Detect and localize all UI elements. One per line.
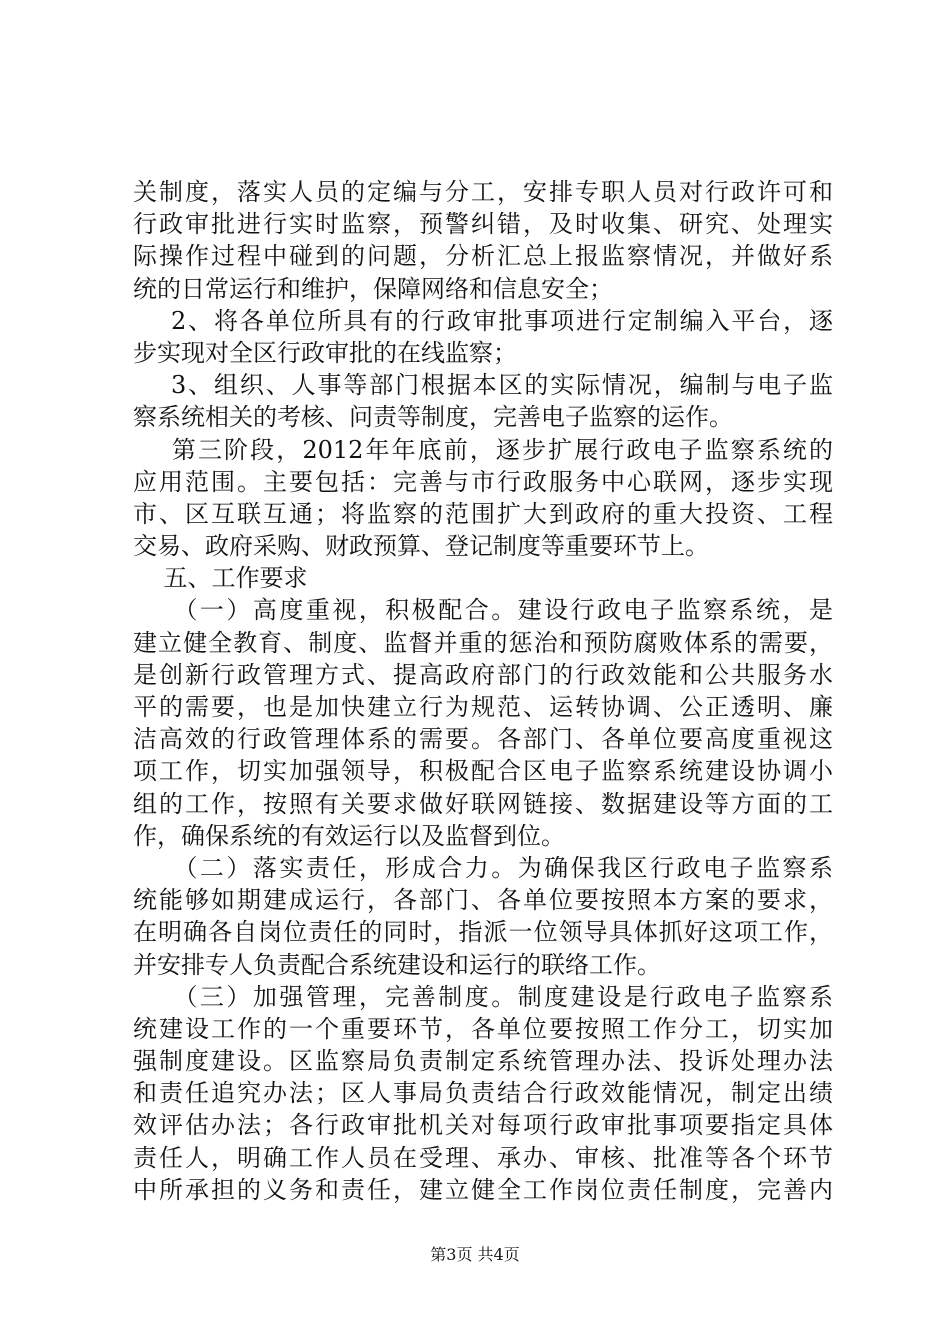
text-line: 关制度，落实人员的定编与分工，安排专职人员对行政许可和 [133,178,833,206]
text-line: 五、工作要求 [133,564,308,593]
text-line: 中所承担的义务和责任，建立健全工作岗位责任制度，完善内 [133,1175,833,1204]
text-line: 统建设工作的一个重要环节，各单位要按照工作分工，切实加 [133,1014,833,1043]
text-line: 效评估办法；各行政审批机关对每项行政审批事项要指定具体 [133,1111,833,1140]
text-line: 并安排专人负责配合系统建设和运行的联络工作。 [133,950,661,979]
text-line: 2、将各单位所具有的行政审批事项进行定制编入平台，逐 [133,306,833,335]
text-line: 洁高效的行政管理体系的需要。各部门、各单位要高度重视这 [133,725,833,754]
text-line: 平的需要，也是加快建立行为规范、运转协调、公正透明、廉 [133,693,833,721]
text-line: 统的日常运行和维护，保障网络和信息安全； [133,274,613,303]
text-line: 统能够如期建成运行，各部门、各单位要按照本方案的要求， [133,886,833,915]
text-line: 行政审批进行实时监察，预警纠错，及时收集、研究、处理实 [133,210,833,239]
text-line: 步实现对全区行政审批的在线监察； [133,338,517,367]
text-line: 组的工作，按照有关要求做好联网链接、数据建设等方面的工 [133,789,833,818]
text-line: （二）落实责任，形成合力。为确保我区行政电子监察系 [133,853,833,882]
text-line: 交易、政府采购、财政预算、登记制度等重要环节上。 [133,532,709,561]
text-line: 应用范围。主要包括：完善与市行政服务中心联网，逐步实现 [133,467,833,496]
text-line: 和责任追究办法；区人事局负责结合行政效能情况，制定出绩 [133,1079,833,1108]
text-line: 察系统相关的考核、问责等制度，完善电子监察的运作。 [133,403,733,432]
text-line: （三）加强管理，完善制度。制度建设是行政电子监察系 [133,982,833,1011]
text-line: 际操作过程中碰到的问题，分析汇总上报监察情况，并做好系 [133,242,833,271]
text-line: 是创新行政管理方式、提高政府部门的行政效能和公共服务水 [133,660,833,689]
document-body [133,176,833,1206]
text-line: （一）高度重视，积极配合。建设行政电子监察系统，是 [133,596,833,625]
page-number-footer: 第3页 共4页 [430,1245,520,1264]
text-line: 在明确各自岗位责任的同时，指派一位领导具体抓好这项工作， [133,918,833,947]
text-line: 强制度建设。区监察局负责制定系统管理办法、投诉处理办法 [133,1047,833,1076]
text-line: 第三阶段，2012年年底前，逐步扩展行政电子监察系统的 [133,435,833,464]
text-line: 3、组织、人事等部门根据本区的实际情况，编制与电子监 [133,371,833,400]
text-line: 市、区互联互通；将监察的范围扩大到政府的重大投资、工程 [133,499,833,528]
text-line: 项工作，切实加强领导，积极配合区电子监察系统建设协调小 [133,757,833,786]
text-line: 建立健全教育、制度、监督并重的惩治和预防腐败体系的需要， [133,628,833,657]
text-line: 作，确保系统的有效运行以及监督到位。 [133,821,565,850]
text-line: 责任人，明确工作人员在受理、承办、审核、批准等各个环节 [133,1143,833,1172]
